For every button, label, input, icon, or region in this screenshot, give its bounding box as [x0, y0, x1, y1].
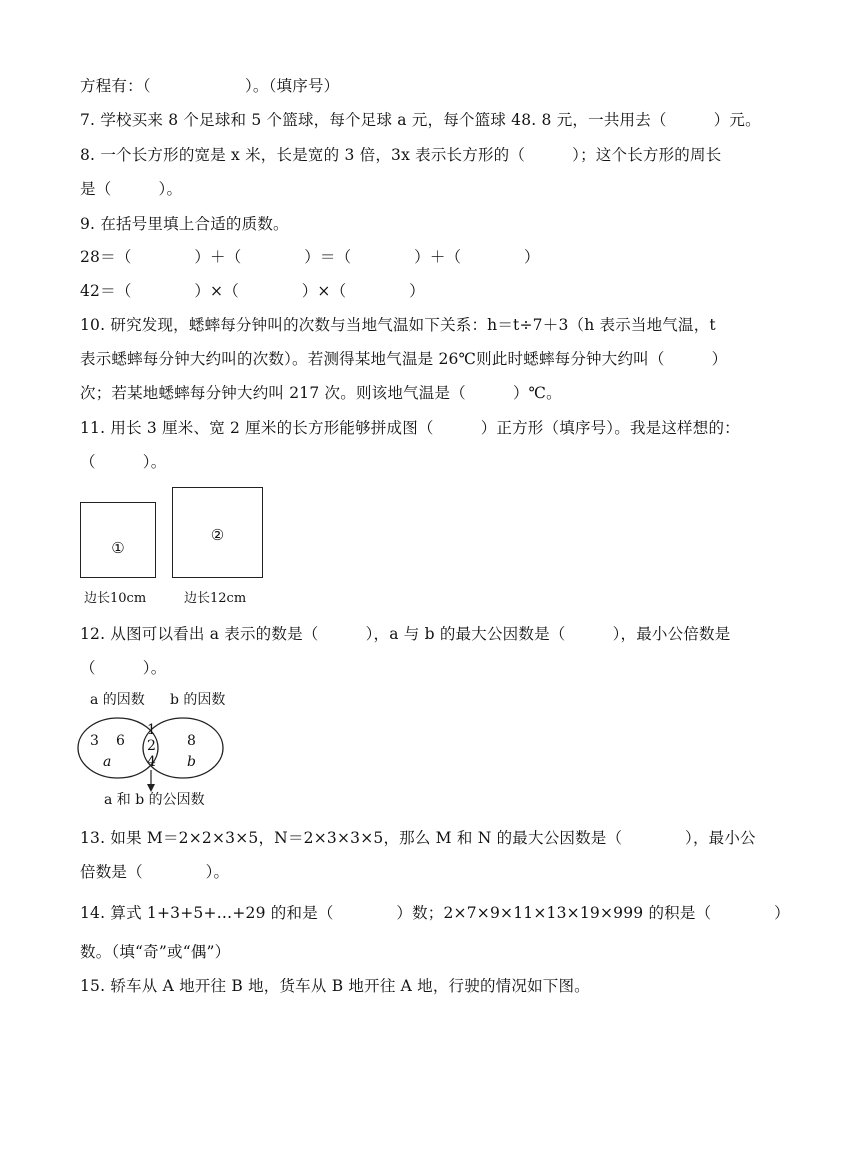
venn-left-title: a 的因数: [90, 692, 145, 708]
venn-right-name: b: [187, 754, 196, 770]
venn-left-number-1: 3: [90, 733, 99, 749]
q11-line-2: （ ）。: [80, 453, 167, 471]
venn-right-title: b 的因数: [170, 692, 226, 708]
q14-line-2: 数。（填“奇”或“偶”）: [80, 943, 231, 961]
q12-line-1: 12. 从图可以看出 a 表示的数是（ ），a 与 b 的最大公因数是（ ），最小公倍数是: [80, 625, 731, 643]
square-2-label: ②: [210, 526, 225, 544]
q9-row-42: 42＝（ ）×（ ）×（ ）: [80, 282, 425, 300]
square-1-caption: 边长10cm: [84, 591, 147, 606]
venn-middle-number-1: 1: [147, 722, 156, 738]
q10-line-2: 表示蟋蟀每分钟大约叫的次数）。若测得某地气温是 26℃则此时蟋蟀每分钟大约叫（ ）: [80, 350, 728, 368]
q13-line-1: 13. 如果 M＝2×2×3×5，N＝2×3×3×5，那么 M 和 N 的最大公因数是（ ），最小公: [80, 829, 756, 847]
q11-line-1: 11. 用长 3 厘米、宽 2 厘米的长方形能够拼成图（ ）正方形（填序号）。我是这样想的：: [80, 419, 740, 437]
q8-line-1: 8. 一个长方形的宽是 x 米，长是宽的 3 倍，3x 表示长方形的（ ）；这个长方形的周长: [80, 146, 722, 164]
q7-line: 7. 学校买来 8 个足球和 5 个篮球，每个足球 a 元，每个篮球 48. 8 元，一共用去（ ）元。: [80, 111, 761, 129]
q12-line-2: （ ）。: [80, 659, 167, 677]
q6-tail-line: 方程有：（ ）。（填序号）: [80, 77, 340, 95]
q14-line-1: 14. 算式 1+3+5+…+29 的和是（ ）数；2×7×9×11×13×19×999 的积是（ ）: [80, 904, 790, 922]
venn-right-number-1: 8: [187, 733, 196, 749]
q10-line-1: 10. 研究发现，蟋蟀每分钟叫的次数与当地气温如下关系：h＝t÷7＋3（h 表示当地气温，t: [80, 316, 716, 334]
venn-left-number-2: 6: [116, 733, 125, 749]
venn-bottom-label: a 和 b 的公因数: [104, 792, 205, 808]
venn-diagram: [70, 684, 270, 814]
q15-line: 15. 轿车从 A 地开往 B 地，货车从 B 地开往 A 地，行驶的情况如下图。: [80, 977, 590, 995]
venn-middle-number-2: 2: [147, 738, 156, 754]
q13-line-2: 倍数是（ ）。: [80, 863, 230, 881]
q9-row-28: 28＝（ ）＋（ ）＝（ ）＋（ ）: [80, 248, 540, 266]
q10-line-3: 次；若某地蟋蟀每分钟大约叫 217 次。则该地气温是（ ）℃。: [80, 384, 562, 402]
venn-left-name: a: [103, 754, 112, 770]
q9-line: 9. 在括号里填上合适的质数。: [80, 215, 289, 233]
square-figure-2: [172, 487, 263, 578]
venn-pointer-arrowhead: [147, 784, 155, 792]
square-2-caption: 边长12cm: [184, 591, 247, 606]
square-figure-1: [80, 502, 156, 578]
square-1-label: ①: [111, 539, 125, 557]
q8-line-2: 是（ ）。: [80, 180, 183, 198]
venn-middle-number-3: 4: [147, 754, 156, 770]
